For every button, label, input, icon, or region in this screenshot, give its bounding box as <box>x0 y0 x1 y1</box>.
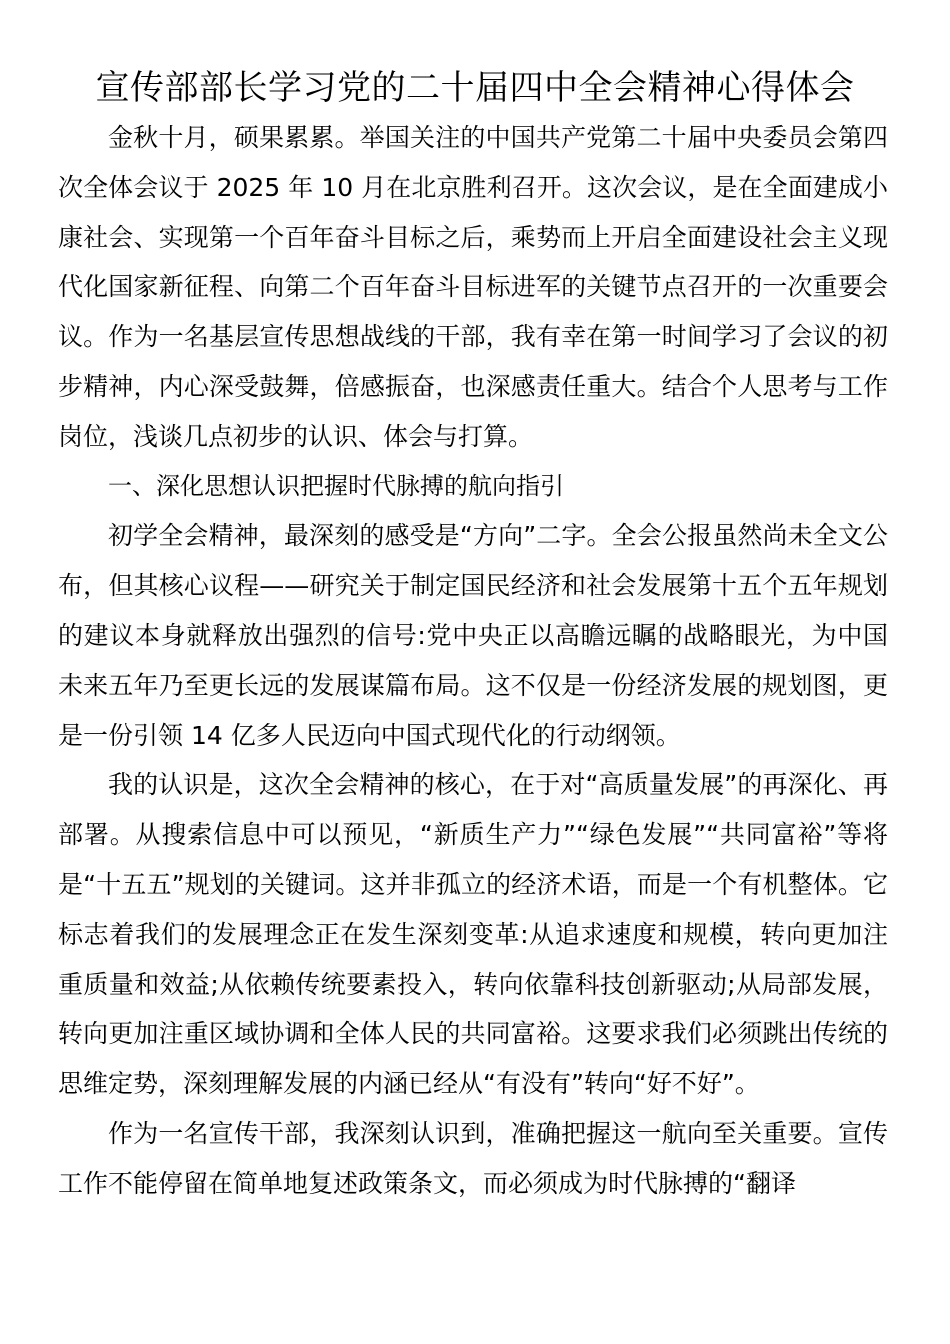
paragraph-intro: 金秋十月，硕果累累。举国关注的中国共产党第二十届中央委员会第四次全体会议于 2025 年 10 月在北京胜利召开。这次会议，是在全面建成小康社会、实现第一个百年奋斗目标之后，乘势而上开启全面建设社会主义现代化国家新征程、向第二个百年奋斗目标进军的关键节点召开的一次重要会议。作为一名基层宣传思想战线的干部，我有幸在第一时间学习了会议的初步精神，内心深受鼓舞，倍感振奋，也深感责任重大。结合个人思考与工作岗位，浅谈几点初步的认识、体会与打算。 <box>58 123 888 451</box>
paragraph-direction: 初学全会精神，最深刻的感受是“方向”二字。全会公报虽然尚未全文公布，但其核心议程——研究关于制定国民经济和社会发展第十五个五年规划的建议本身就释放出强烈的信号:党中央正以高瞻远瞩的战略眼光，为中国未来五年乃至更长远的发展谋篇布局。这不仅是一份经济发展的规划图，更是一份引领 14 亿多人民迈向中国式现代化的行动纲领。 <box>58 521 888 750</box>
paragraph-high-quality-development: 我的认识是，这次全会精神的核心，在于对“高质量发展”的再深化、再部署。从搜索信息中可以预见，“新质生产力”“绿色发展”“共同富裕”等将是“十五五”规划的关键词。这并非孤立的经济术语，而是一个有机整体。它标志着我们的发展理念正在发生深刻变革:从追求速度和规模，转向更加注重质量和效益;从依赖传统要素投入，转向依靠科技创新驱动;从局部发展，转向更加注重区域协调和全体人民的共同富裕。这要求我们必须跳出传统的思维定势，深刻理解发展的内涵已经从“有没有”转向“好不好”。 <box>58 770 888 1099</box>
document-title: 宣传部部长学习党的二十届四中全会精神心得体会 <box>95 68 855 108</box>
document-body <box>58 113 888 1209</box>
paragraph-propaganda-cadre: 作为一名宣传干部，我深刻认识到，准确把握这一航向至关重要。宣传工作不能停留在简单地复述政策条文，而必须成为时代脉搏的“翻译 <box>58 1118 888 1198</box>
section-heading-1: 一、深化思想认识把握时代脉搏的航向指引 <box>108 471 564 500</box>
